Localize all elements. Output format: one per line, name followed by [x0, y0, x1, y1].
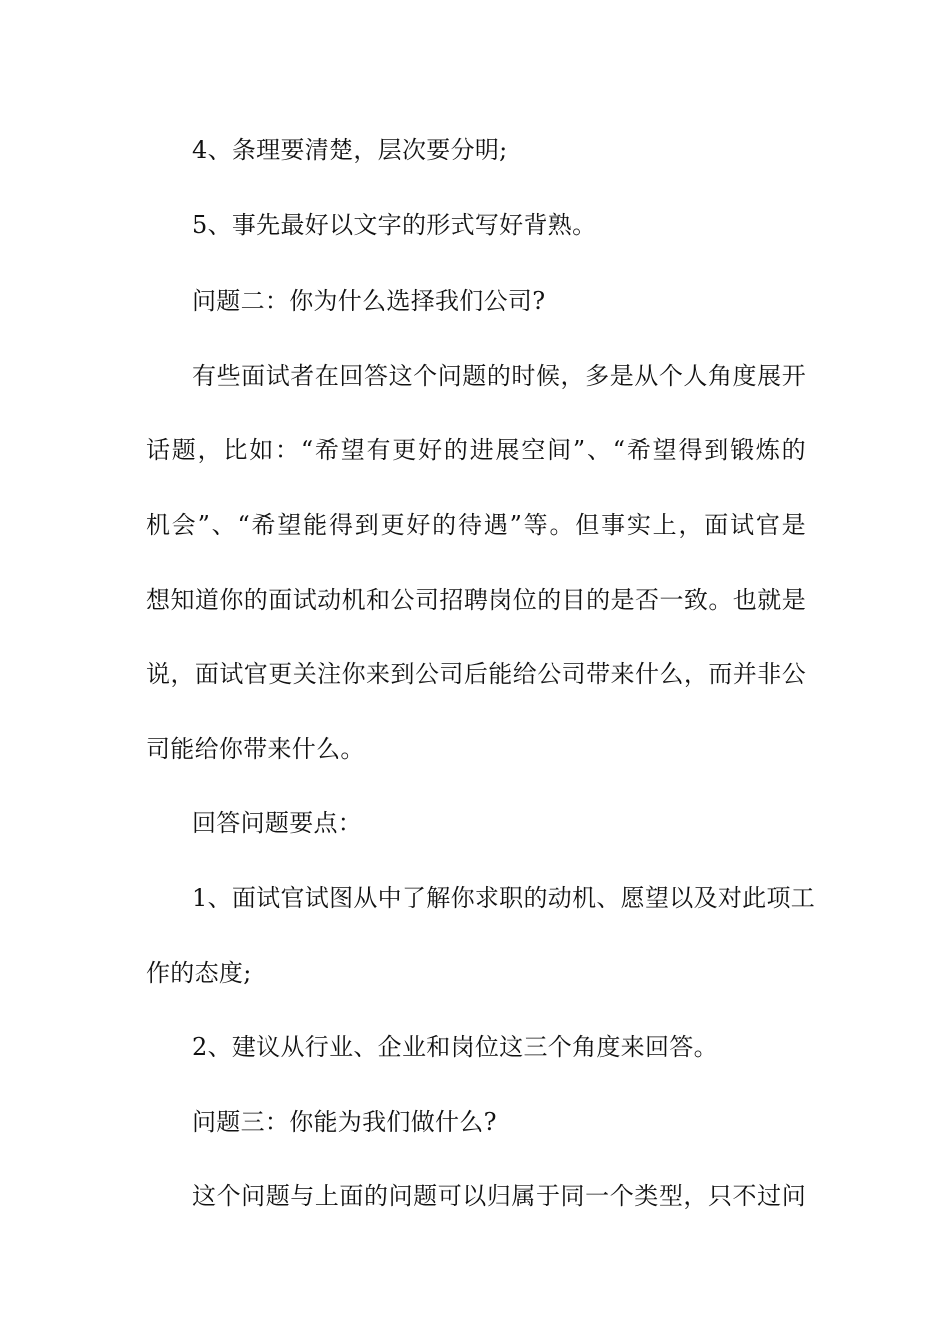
paragraph-line: 机会”、“希望能得到更好的待遇”等。但事实上，面试官是: [146, 511, 806, 539]
question-three-heading: 问题三：你能为我们做什么?: [192, 1108, 497, 1136]
list-item-2: 2、建议从行业、企业和岗位这三个角度来回答。: [192, 1033, 718, 1061]
paragraph-line: 司能给你带来什么。: [146, 735, 365, 763]
list-item-1: 1、面试官试图从中了解你求职的动机、愿望以及对此项工: [192, 884, 816, 912]
list-item-4: 4、条理要清楚，层次要分明;: [192, 136, 508, 164]
question-two-heading: 问题二：你为什么选择我们公司?: [192, 287, 546, 315]
paragraph-line: 想知道你的面试动机和公司招聘岗位的目的是否一致。也就是: [146, 586, 806, 614]
paragraph-line: 这个问题与上面的问题可以归属于同一个类型，只不过问: [192, 1182, 806, 1210]
paragraph-line: 有些面试者在回答这个问题的时候，多是从个人角度展开: [192, 362, 806, 390]
list-item-5: 5、事先最好以文字的形式写好背熟。: [192, 211, 597, 239]
paragraph-line: 说，面试官更关注你来到公司后能给公司带来什么，而并非公: [146, 660, 806, 688]
paragraph-line: 话题，比如：“希望有更好的进展空间”、“希望得到锻炼的: [146, 436, 806, 464]
list-item-1-continued: 作的态度;: [146, 959, 252, 987]
answer-points-heading: 回答问题要点：: [192, 809, 363, 837]
